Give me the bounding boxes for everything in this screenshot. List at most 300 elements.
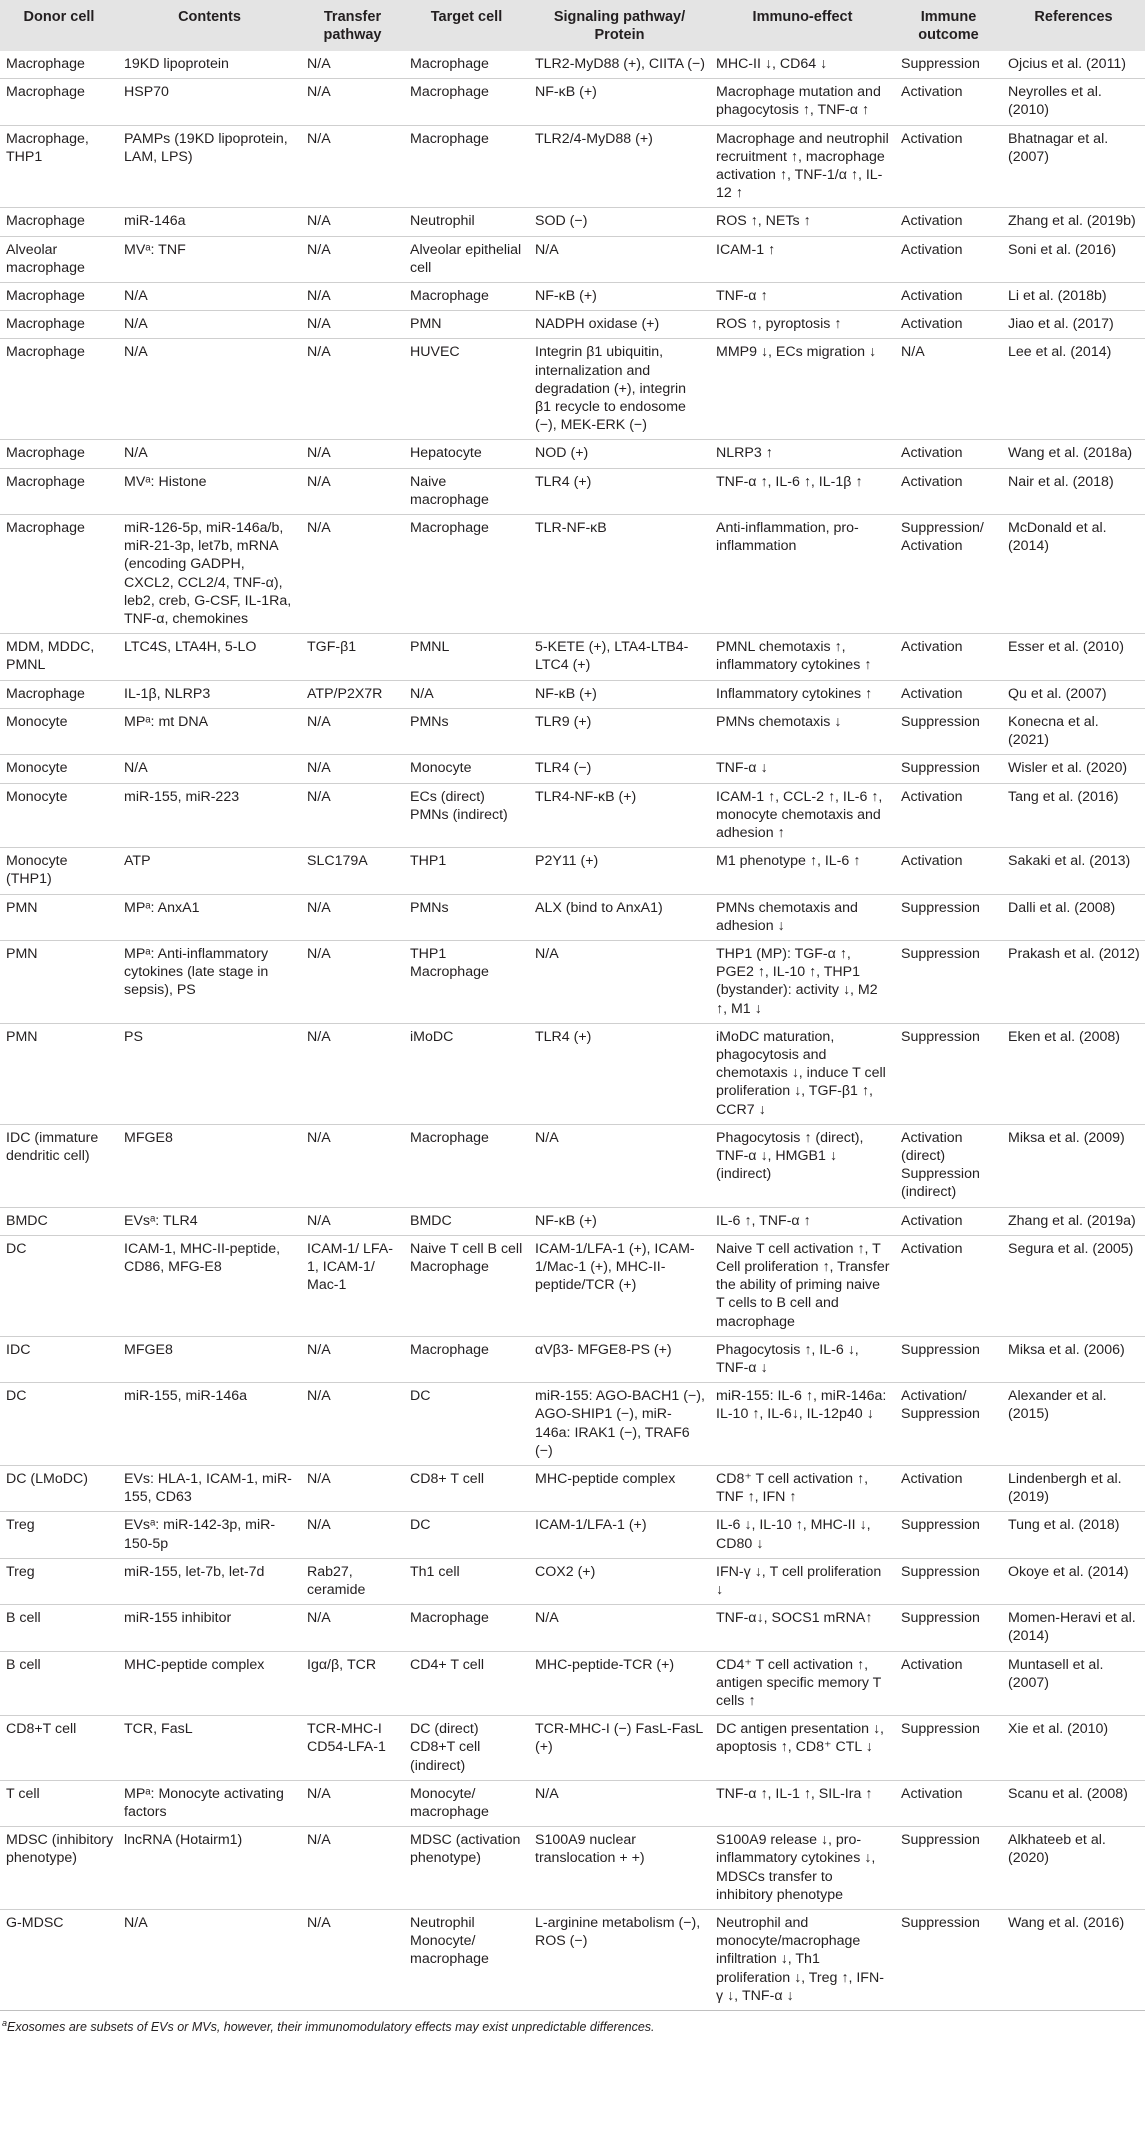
table-row [0, 1910, 1145, 2011]
cell-immuno-effect: CD4⁺ T cell activation ↑, antigen specific memory T cells ↑ [710, 1651, 895, 1716]
cell-donor-cell: PMN [0, 894, 118, 940]
cell-contents: PS [118, 1023, 301, 1124]
cell-references: Konecna et al. (2021) [1002, 708, 1145, 754]
table-row [0, 894, 1145, 940]
cell-donor-cell: PMN [0, 940, 118, 1023]
cell-immuno-effect: Macrophage mutation and phagocytosis ↑, TNF-α ↑ [710, 79, 895, 125]
cell-target-cell: Macrophage [404, 1336, 529, 1382]
cell-contents: MPᵃ: Anti-inflammatory cytokines (late stage in sepsis), PS [118, 940, 301, 1023]
cell-donor-cell: DC [0, 1235, 118, 1336]
cell-signaling-pathway: NOD (+) [529, 440, 710, 468]
cell-donor-cell: Macrophage [0, 339, 118, 440]
cell-references: Tang et al. (2016) [1002, 783, 1145, 848]
table-row [0, 51, 1145, 79]
cell-signaling-pathway: αVβ3- MFGE8-PS (+) [529, 1336, 710, 1382]
column-header-donor-cell: Donor cell [0, 0, 118, 51]
cell-target-cell: Macrophage [404, 283, 529, 311]
cell-immuno-effect: Naive T cell activation ↑, T Cell proliferation ↑, Transfer the ability of priming naive T cells to B cell and macrophage [710, 1235, 895, 1336]
cell-contents: MHC-peptide complex [118, 1651, 301, 1716]
column-header-immuno-effect: Immuno-effect [710, 0, 895, 51]
cell-signaling-pathway: NF-κB (+) [529, 680, 710, 708]
cell-references: Dalli et al. (2008) [1002, 894, 1145, 940]
cell-target-cell: iMoDC [404, 1023, 529, 1124]
cell-contents: N/A [118, 440, 301, 468]
cell-signaling-pathway: ALX (bind to AnxA1) [529, 894, 710, 940]
cell-immune-outcome: Activation [895, 1780, 1002, 1826]
cell-contents: TCR, FasL [118, 1716, 301, 1781]
cell-references: Xie et al. (2010) [1002, 1716, 1145, 1781]
cell-contents: 19KD lipoprotein [124, 56, 229, 72]
cell-immuno-effect: Macrophage and neutrophil recruitment ↑, macrophage activation ↑, TNF-1/α ↑, IL-12 ↑ [710, 125, 895, 208]
cell-target-cell: Macrophage [404, 1124, 529, 1207]
cell-transfer-pathway: N/A [301, 1023, 404, 1124]
cell-contents: MFGE8 [118, 1124, 301, 1207]
cell-contents: N/A [118, 1910, 301, 2011]
cell-immune-outcome: Activation [895, 311, 1002, 339]
cell-immune-outcome: Suppression [901, 56, 980, 72]
table-row [0, 1651, 1145, 1716]
cell-references: Scanu et al. (2008) [1002, 1780, 1145, 1826]
cell-signaling-pathway: TLR4-NF-κB (+) [529, 783, 710, 848]
cell-target-cell: Alveolar epithelial cell [404, 236, 529, 282]
cell-contents: lncRNA (Hotairm1) [118, 1827, 301, 1910]
cell-donor-cell: MDSC (inhibitory phenotype) [0, 1827, 118, 1910]
cell-donor-cell: DC (LMoDC) [0, 1466, 118, 1512]
cell-references: Alkhateeb et al. (2020) [1002, 1827, 1145, 1910]
cell-target-cell: ECs (direct) PMNs (indirect) [404, 783, 529, 848]
cell-immuno-effect: IL-6 ↓, IL-10 ↑, MHC-II ↓, CD80 ↓ [710, 1512, 895, 1558]
cell-transfer-pathway: ICAM-1/ LFA-1, ICAM-1/ Mac-1 [301, 1235, 404, 1336]
cell-transfer-pathway: N/A [301, 515, 404, 634]
cell-immuno-effect: S100A9 release ↓, pro-inflammatory cytokines ↓, MDSCs transfer to inhibitory phenotype [710, 1827, 895, 1910]
cell-signaling-pathway: N/A [529, 940, 710, 1023]
cell-donor-cell: Alveolar macrophage [0, 236, 118, 282]
cell-references: Okoye et al. (2014) [1002, 1558, 1145, 1604]
cell-immune-outcome: Activation [895, 1235, 1002, 1336]
table-row [0, 1336, 1145, 1382]
table-row [0, 1558, 1145, 1604]
cell-immune-outcome: N/A [895, 339, 1002, 440]
table-row [0, 1605, 1145, 1651]
cell-target-cell: THP1 Macrophage [404, 940, 529, 1023]
cell-immuno-effect: TNF-α ↑, IL-6 ↑, IL-1β ↑ [710, 468, 895, 514]
cell-immune-outcome: Activation/ Suppression [895, 1383, 1002, 1466]
cell-references: Soni et al. (2016) [1002, 236, 1145, 282]
cell-immuno-effect: Neutrophil and monocyte/macrophage infiltration ↓, Th1 proliferation ↓, Treg ↑, IFN-γ ↓, TNF-α ↓ [710, 1910, 895, 2011]
cell-immuno-effect: IFN-γ ↓, T cell proliferation ↓ [710, 1558, 895, 1604]
cell-transfer-pathway: TCR-MHC-I CD54-LFA-1 [301, 1716, 404, 1781]
table-row [0, 783, 1145, 848]
cell-donor-cell: Macrophage [0, 515, 118, 634]
cell-contents: EVsᵃ: TLR4 [118, 1207, 301, 1235]
cell-target-cell: Hepatocyte [404, 440, 529, 468]
cell-immune-outcome: Suppression [895, 1336, 1002, 1382]
cell-donor-cell: Macrophage [0, 311, 118, 339]
cell-immune-outcome: Activation [895, 283, 1002, 311]
cell-signaling-pathway: N/A [529, 1605, 710, 1651]
cell-contents: EVsᵃ: miR-142-3p, miR-150-5p [118, 1512, 301, 1558]
cell-immuno-effect: Inflammatory cytokines ↑ [710, 680, 895, 708]
cell-transfer-pathway: N/A [301, 708, 404, 754]
cell-donor-cell: B cell [0, 1651, 118, 1716]
cell-immune-outcome: Suppression [895, 1605, 1002, 1651]
cell-target-cell: Naive T cell B cell Macrophage [404, 1235, 529, 1336]
cell-target-cell: DC [404, 1383, 529, 1466]
column-header-target-cell: Target cell [404, 0, 529, 51]
table-row [0, 1512, 1145, 1558]
cell-contents: HSP70 [118, 79, 301, 125]
cell-donor-cell: PMN [0, 1023, 118, 1124]
cell-transfer-pathway: ATP/P2X7R [301, 680, 404, 708]
cell-contents: EVs: HLA-1, ICAM-1, miR-155, CD63 [118, 1466, 301, 1512]
cell-immune-outcome: Activation [895, 1207, 1002, 1235]
table-row [0, 339, 1145, 440]
cell-donor-cell: IDC [0, 1336, 118, 1382]
cell-donor-cell: CD8+T cell [0, 1716, 118, 1781]
cell-immuno-effect: Anti-inflammation, pro-inflammation [710, 515, 895, 634]
cell-references: Qu et al. (2007) [1002, 680, 1145, 708]
cell-target-cell: Macrophage [404, 125, 529, 208]
footnote-marker: a [2, 2018, 8, 2029]
cell-contents: miR-146a [118, 208, 301, 236]
cell-signaling-pathway: MHC-peptide-TCR (+) [529, 1651, 710, 1716]
table-body [0, 51, 1145, 2011]
table-row [0, 1383, 1145, 1466]
table-row [0, 634, 1145, 680]
cell-transfer-pathway: N/A [301, 236, 404, 282]
cell-immuno-effect: THP1 (MP): TGF-α ↑, PGE2 ↑, IL-10 ↑, THP1 (bystander): activity ↓, M2 ↑, M1 ↓ [710, 940, 895, 1023]
table-row [0, 680, 1145, 708]
cell-signaling-pathway: N/A [529, 1780, 710, 1826]
cell-transfer-pathway: SLC179A [301, 848, 404, 894]
cell-signaling-pathway: TLR4 (+) [529, 468, 710, 514]
cell-signaling-pathway: TLR2/4-MyD88 (+) [529, 125, 710, 208]
table-row [0, 208, 1145, 236]
cell-signaling-pathway: MHC-peptide complex [529, 1466, 710, 1512]
cell-contents: miR-155 inhibitor [118, 1605, 301, 1651]
cell-contents: MVᵃ: TNF [118, 236, 301, 282]
cell-donor-cell: Treg [0, 1558, 118, 1604]
cell-immuno-effect: NLRP3 ↑ [710, 440, 895, 468]
cell-transfer-pathway: N/A [301, 339, 404, 440]
cell-contents: LTC4S, LTA4H, 5-LO [118, 634, 301, 680]
cell-target-cell: PMNL [404, 634, 529, 680]
cell-contents: MPᵃ: Monocyte activating factors [118, 1780, 301, 1826]
cell-immuno-effect: PMNs chemotaxis and adhesion ↓ [710, 894, 895, 940]
table-row [0, 515, 1145, 634]
cell-immune-outcome: Suppression [895, 755, 1002, 783]
cell-references: Prakash et al. (2012) [1002, 940, 1145, 1023]
cell-contents: MFGE8 [118, 1336, 301, 1382]
cell-immune-outcome: Activation [895, 783, 1002, 848]
cell-contents: ICAM-1, MHC-II-peptide, CD86, MFG-E8 [118, 1235, 301, 1336]
cell-target-cell: DC (direct) CD8+T cell (indirect) [404, 1716, 529, 1781]
cell-signaling-pathway: COX2 (+) [529, 1558, 710, 1604]
cell-immune-outcome: Activation [895, 1466, 1002, 1512]
cell-immuno-effect: DC antigen presentation ↓, apoptosis ↑, CD8⁺ CTL ↓ [710, 1716, 895, 1781]
cell-transfer-pathway: N/A [301, 1207, 404, 1235]
table-row [0, 283, 1145, 311]
cell-contents: N/A [118, 339, 301, 440]
cell-target-cell: PMN [404, 311, 529, 339]
cell-transfer-pathway: N/A [307, 56, 331, 72]
cell-contents: N/A [118, 755, 301, 783]
cell-target-cell: N/A [404, 680, 529, 708]
cell-transfer-pathway: N/A [301, 940, 404, 1023]
cell-immuno-effect: ROS ↑, pyroptosis ↑ [710, 311, 895, 339]
cell-immuno-effect: TNF-α ↑ [710, 283, 895, 311]
cell-references: Zhang et al. (2019a) [1002, 1207, 1145, 1235]
column-header-immune-outcome: Immune outcome [895, 0, 1002, 51]
cell-transfer-pathway: N/A [301, 783, 404, 848]
cell-target-cell: Macrophage [404, 515, 529, 634]
table-row [0, 311, 1145, 339]
cell-target-cell: Neutrophil Monocyte/ macrophage [404, 1910, 529, 2011]
cell-transfer-pathway: N/A [301, 1466, 404, 1512]
cell-signaling-pathway: ICAM-1/LFA-1 (+) [529, 1512, 710, 1558]
cell-immuno-effect: PMNs chemotaxis ↓ [710, 708, 895, 754]
cell-references: Ojcius et al. (2011) [1008, 56, 1127, 72]
cell-signaling-pathway: S100A9 nuclear translocation + +) [529, 1827, 710, 1910]
cell-references: Lee et al. (2014) [1002, 339, 1145, 440]
cell-transfer-pathway: N/A [301, 468, 404, 514]
cell-donor-cell: DC [0, 1383, 118, 1466]
cell-transfer-pathway: N/A [301, 1512, 404, 1558]
cell-donor-cell: Macrophage [0, 208, 118, 236]
cell-signaling-pathway: miR-155: AGO-BACH1 (−), AGO-SHIP1 (−), miR-146a: IRAK1 (−), TRAF6 (−) [529, 1383, 710, 1466]
cell-target-cell: CD4+ T cell [404, 1651, 529, 1716]
cell-contents: miR-155, miR-223 [118, 783, 301, 848]
cell-contents: N/A [118, 283, 301, 311]
cell-immune-outcome: Suppression [895, 1558, 1002, 1604]
table-row [0, 125, 1145, 208]
cell-references: Lindenbergh et al. (2019) [1002, 1466, 1145, 1512]
cell-immuno-effect: TNF-α↓, SOCS1 mRNA↑ [710, 1605, 895, 1651]
cell-target-cell: Th1 cell [404, 1558, 529, 1604]
cell-immuno-effect: ICAM-1 ↑ [710, 236, 895, 282]
cell-donor-cell: BMDC [0, 1207, 118, 1235]
cell-immune-outcome: Suppression [895, 1716, 1002, 1781]
cell-immune-outcome: Suppression [895, 1827, 1002, 1910]
cell-immune-outcome: Activation [895, 1651, 1002, 1716]
cell-immuno-effect: PMNL chemotaxis ↑, inflammatory cytokines ↑ [710, 634, 895, 680]
cell-immuno-effect: CD8⁺ T cell activation ↑, TNF ↑, IFN ↑ [710, 1466, 895, 1512]
column-header-signaling-pathway: Signaling pathway/ Protein [529, 0, 710, 51]
cell-immune-outcome: Suppression/ Activation [895, 515, 1002, 634]
cell-references: Zhang et al. (2019b) [1002, 208, 1145, 236]
cell-donor-cell: Monocyte [0, 783, 118, 848]
cell-contents: miR-155, miR-146a [118, 1383, 301, 1466]
cell-immune-outcome: Suppression [895, 1910, 1002, 2011]
cell-references: Bhatnagar et al. (2007) [1002, 125, 1145, 208]
cell-contents: ATP [118, 848, 301, 894]
table-row [0, 1827, 1145, 1910]
cell-signaling-pathway: P2Y11 (+) [529, 848, 710, 894]
cell-immuno-effect: Phagocytosis ↑, IL-6 ↓, TNF-α ↓ [710, 1336, 895, 1382]
cell-target-cell: Neutrophil [404, 208, 529, 236]
cell-signaling-pathway: NF-κB (+) [529, 283, 710, 311]
cell-references: Li et al. (2018b) [1002, 283, 1145, 311]
cell-immune-outcome: Activation [895, 440, 1002, 468]
footnote-text: Exosomes are subsets of EVs or MVs, however, their immunomodulatory effects may exist unpredictable differences. [7, 2020, 655, 2035]
cell-donor-cell: Macrophage [0, 283, 118, 311]
cell-transfer-pathway: Rab27, ceramide [301, 1558, 404, 1604]
cell-transfer-pathway: TGF-β1 [301, 634, 404, 680]
cell-signaling-pathway: TLR4 (+) [529, 1023, 710, 1124]
cell-donor-cell: B cell [0, 1605, 118, 1651]
cell-references: Muntasell et al. (2007) [1002, 1651, 1145, 1716]
cell-references: Wisler et al. (2020) [1002, 755, 1145, 783]
cell-signaling-pathway: TCR-MHC-I (−) FasL-FasL (+) [529, 1716, 710, 1781]
cell-references: Wang et al. (2016) [1002, 1910, 1145, 2011]
cell-donor-cell: Macrophage [0, 79, 118, 125]
table-row [0, 1207, 1145, 1235]
cell-references: McDonald et al. (2014) [1002, 515, 1145, 634]
cell-transfer-pathway: N/A [301, 1827, 404, 1910]
cell-target-cell: PMNs [404, 894, 529, 940]
cell-references: Esser et al. (2010) [1002, 634, 1145, 680]
table-row [0, 236, 1145, 282]
cell-target-cell: Monocyte [404, 755, 529, 783]
cell-target-cell: CD8+ T cell [404, 1466, 529, 1512]
table-row [0, 708, 1145, 754]
cell-references: Momen-Heravi et al. (2014) [1002, 1605, 1145, 1651]
cell-immuno-effect: iMoDC maturation, phagocytosis and chemotaxis ↓, induce T cell proliferation ↓, TGF-β1 ↑, CCR7 ↓ [710, 1023, 895, 1124]
table-row [0, 468, 1145, 514]
cell-transfer-pathway: N/A [301, 125, 404, 208]
cell-transfer-pathway: N/A [301, 1124, 404, 1207]
cell-donor-cell: Monocyte (THP1) [0, 848, 118, 894]
table-header-row [0, 0, 1145, 51]
cell-references: Alexander et al. (2015) [1002, 1383, 1145, 1466]
cell-immune-outcome: Activation [895, 208, 1002, 236]
table-row [0, 848, 1145, 894]
cell-contents: PAMPs (19KD lipoprotein, LAM, LPS) [118, 125, 301, 208]
cell-transfer-pathway: N/A [301, 208, 404, 236]
cell-target-cell: DC [404, 1512, 529, 1558]
cell-transfer-pathway: N/A [301, 1780, 404, 1826]
cell-signaling-pathway: TLR2-MyD88 (+), CIITA (−) [535, 56, 706, 72]
cell-contents: N/A [118, 311, 301, 339]
cell-donor-cell: Monocyte [0, 755, 118, 783]
cell-transfer-pathway: N/A [301, 79, 404, 125]
cell-target-cell: Naive macrophage [404, 468, 529, 514]
cell-signaling-pathway: NF-κB (+) [529, 79, 710, 125]
cell-signaling-pathway: Integrin β1 ubiquitin, internalization and degradation (+), integrin β1 recycle to endosome (−), MEK-ERK (−) [529, 339, 710, 440]
cell-signaling-pathway: ICAM-1/LFA-1 (+), ICAM-1/Mac-1 (+), MHC-II-peptide/TCR (+) [529, 1235, 710, 1336]
cell-immuno-effect: MHC-II ↓, CD64 ↓ [716, 56, 828, 72]
cell-immune-outcome: Suppression [895, 1023, 1002, 1124]
cell-signaling-pathway: N/A [529, 236, 710, 282]
column-header-transfer-pathway: Transfer pathway [301, 0, 404, 51]
column-header-references: References [1002, 0, 1145, 51]
cell-references: Neyrolles et al. (2010) [1002, 79, 1145, 125]
cell-signaling-pathway: TLR9 (+) [529, 708, 710, 754]
cell-immune-outcome: Activation [895, 680, 1002, 708]
cell-references: Segura et al. (2005) [1002, 1235, 1145, 1336]
cell-signaling-pathway: SOD (−) [529, 208, 710, 236]
cell-donor-cell: T cell [0, 1780, 118, 1826]
cell-immuno-effect: TNF-α ↓ [710, 755, 895, 783]
cell-donor-cell: Monocyte [0, 708, 118, 754]
table-row [0, 1716, 1145, 1781]
cell-immune-outcome: Activation [895, 848, 1002, 894]
cell-contents: MPᵃ: mt DNA [118, 708, 301, 754]
cell-references: Tung et al. (2018) [1002, 1512, 1145, 1558]
cell-immune-outcome: Activation [895, 236, 1002, 282]
cell-donor-cell: G-MDSC [0, 1910, 118, 2011]
cell-contents: IL-1β, NLRP3 [118, 680, 301, 708]
cell-transfer-pathway: N/A [301, 1336, 404, 1382]
cell-transfer-pathway: N/A [301, 894, 404, 940]
cell-transfer-pathway: N/A [301, 311, 404, 339]
cell-signaling-pathway: NADPH oxidase (+) [529, 311, 710, 339]
cell-references: Jiao et al. (2017) [1002, 311, 1145, 339]
cell-signaling-pathway: TLR-NF-κB [529, 515, 710, 634]
table-row [0, 1023, 1145, 1124]
cell-immuno-effect: M1 phenotype ↑, IL-6 ↑ [710, 848, 895, 894]
cell-references: Nair et al. (2018) [1002, 468, 1145, 514]
table-row [0, 1780, 1145, 1826]
cell-immune-outcome: Suppression [895, 940, 1002, 1023]
table-row [0, 1466, 1145, 1512]
cell-transfer-pathway: N/A [301, 755, 404, 783]
cell-references: Wang et al. (2018a) [1002, 440, 1145, 468]
cell-contents: miR-155, let-7b, let-7d [118, 1558, 301, 1604]
cell-target-cell: Monocyte/ macrophage [404, 1780, 529, 1826]
cell-contents: MVᵃ: Histone [118, 468, 301, 514]
cell-donor-cell: IDC (immature dendritic cell) [0, 1124, 118, 1207]
cell-donor-cell: Macrophage [0, 440, 118, 468]
table-row [0, 940, 1145, 1023]
cell-target-cell: BMDC [404, 1207, 529, 1235]
cell-signaling-pathway: L-arginine metabolism (−), ROS (−) [529, 1910, 710, 2011]
cell-donor-cell: Macrophage [0, 468, 118, 514]
table-row [0, 440, 1145, 468]
cell-donor-cell: Macrophage [0, 680, 118, 708]
cell-immune-outcome: Activation [895, 634, 1002, 680]
cell-references: Sakaki et al. (2013) [1002, 848, 1145, 894]
cell-immuno-effect: ROS ↑, NETs ↑ [710, 208, 895, 236]
cell-contents: miR-126-5p, miR-146a/b, miR-21-3p, let7b, mRNA (encoding GADPH, CXCL2, CCL2/4, TNF-α), leb2, creb, G-CSF, IL-1Ra, TNF-α, chemokines [118, 515, 301, 634]
cell-target-cell: Macrophage [404, 1605, 529, 1651]
cell-transfer-pathway: N/A [301, 1605, 404, 1651]
cell-donor-cell: Macrophage, THP1 [0, 125, 118, 208]
cell-transfer-pathway: N/A [301, 440, 404, 468]
cell-immuno-effect: ICAM-1 ↑, CCL-2 ↑, IL-6 ↑, monocyte chemotaxis and adhesion ↑ [710, 783, 895, 848]
cell-target-cell: MDSC (activation phenotype) [404, 1827, 529, 1910]
cell-immuno-effect: miR-155: IL-6 ↑, miR-146a: IL-10 ↑, IL-6↓, IL-12p40 ↓ [710, 1383, 895, 1466]
cell-transfer-pathway: Igα/β, TCR [301, 1651, 404, 1716]
cell-transfer-pathway: N/A [301, 1383, 404, 1466]
table-row [0, 79, 1145, 125]
table-row [0, 755, 1145, 783]
cell-contents: MPᵃ: AnxA1 [118, 894, 301, 940]
cell-signaling-pathway: 5-KETE (+), LTA4-LTB4-LTC4 (+) [529, 634, 710, 680]
cell-target-cell: HUVEC [404, 339, 529, 440]
cell-signaling-pathway: TLR4 (−) [529, 755, 710, 783]
cell-immune-outcome: Suppression [895, 708, 1002, 754]
cell-references: Miksa et al. (2009) [1002, 1124, 1145, 1207]
cell-donor-cell: MDM, MDDC, PMNL [0, 634, 118, 680]
cell-donor-cell: Macrophage [6, 56, 85, 72]
cell-immune-outcome: Suppression [895, 1512, 1002, 1558]
cell-immuno-effect: MMP9 ↓, ECs migration ↓ [710, 339, 895, 440]
cell-transfer-pathway: N/A [301, 283, 404, 311]
cell-immuno-effect: IL-6 ↑, TNF-α ↑ [710, 1207, 895, 1235]
cell-target-cell: Macrophage [410, 56, 489, 72]
footnote [0, 2011, 1145, 2039]
